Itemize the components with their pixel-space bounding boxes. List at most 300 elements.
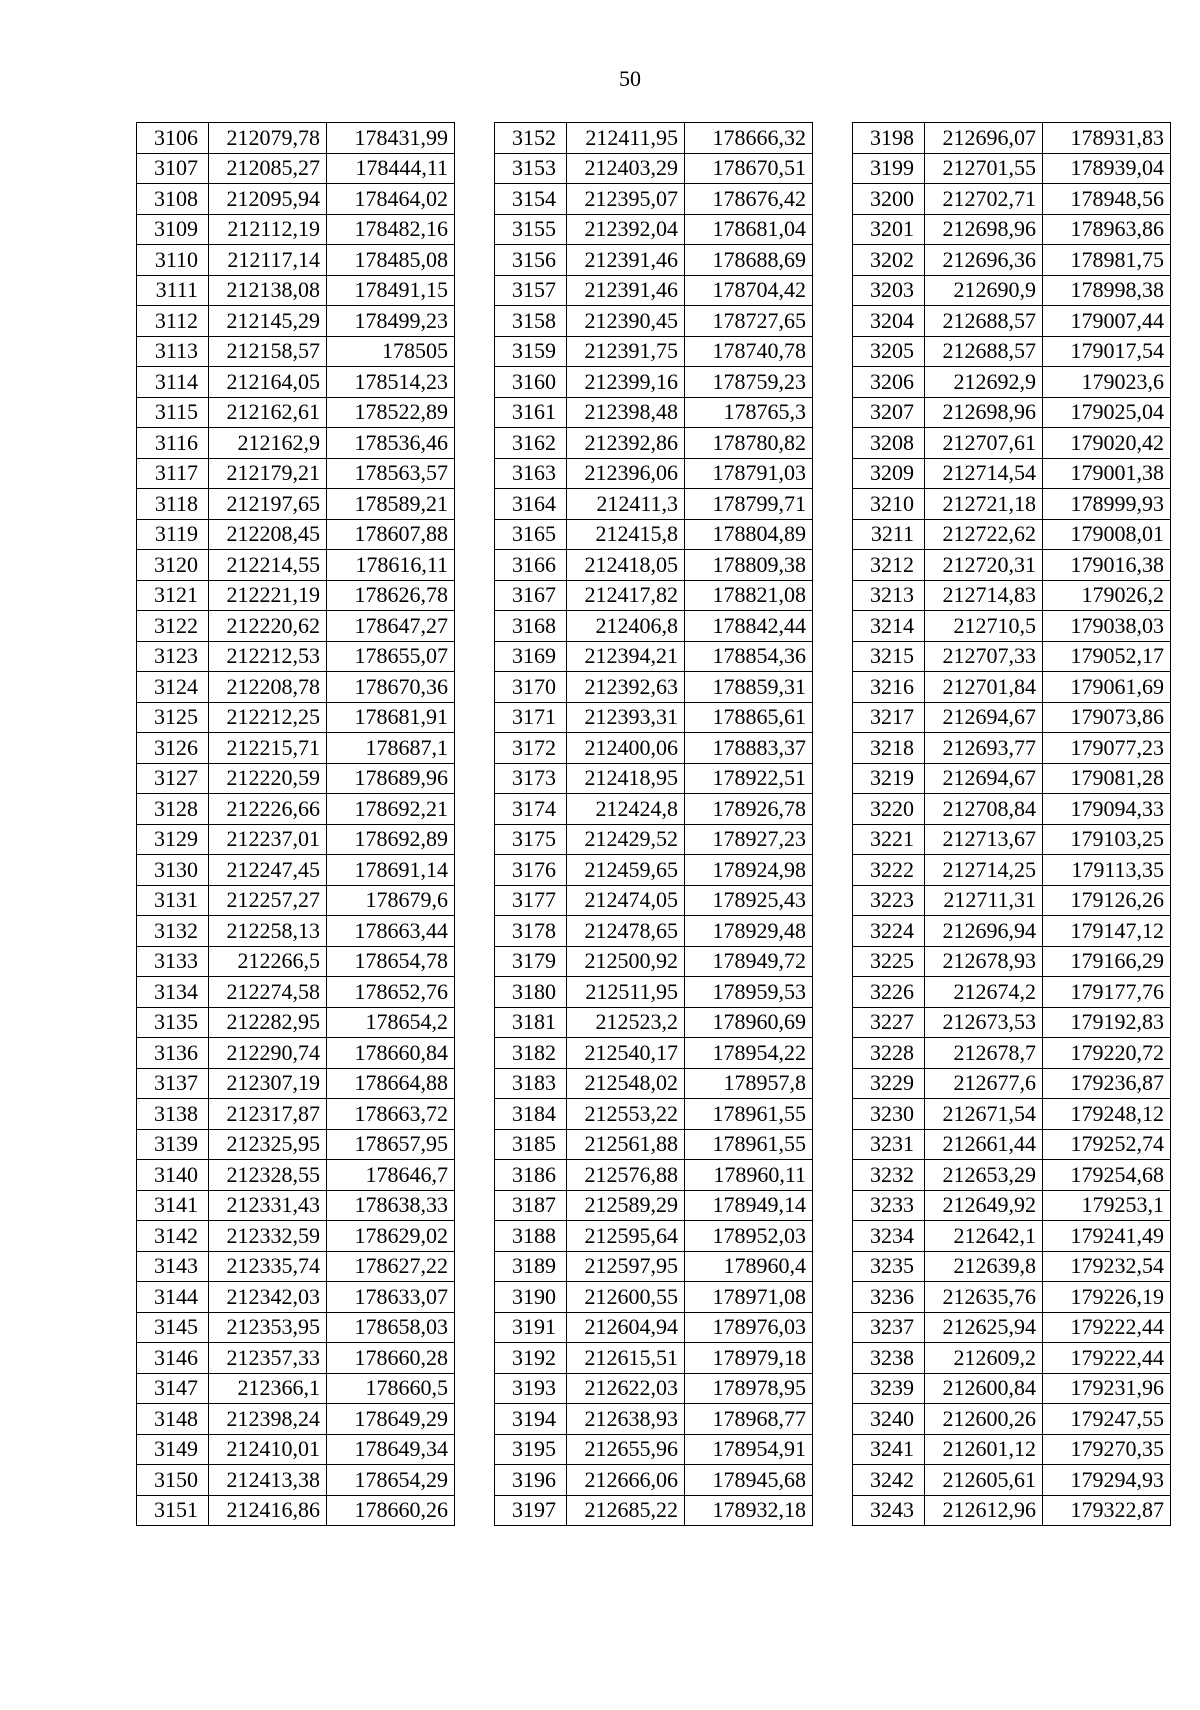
table-row — [137, 916, 455, 947]
x-coordinate-cell: 212393,31 — [567, 702, 685, 733]
x-coordinate-cell: 212353,95 — [209, 1312, 327, 1343]
table-row — [495, 153, 813, 184]
table-row — [137, 1007, 455, 1038]
point-number-cell: 3128 — [137, 794, 209, 825]
point-number-cell: 3194 — [495, 1404, 567, 1435]
x-coordinate-cell: 212639,8 — [925, 1251, 1043, 1282]
y-coordinate-cell: 178960,69 — [685, 1007, 813, 1038]
point-number-cell: 3107 — [137, 153, 209, 184]
coordinate-table-1 — [136, 122, 455, 1526]
y-coordinate-cell: 178961,55 — [685, 1099, 813, 1130]
x-coordinate-cell: 212112,19 — [209, 214, 327, 245]
x-coordinate-cell: 212429,52 — [567, 824, 685, 855]
point-number-cell: 3198 — [853, 123, 925, 154]
x-coordinate-cell: 212655,96 — [567, 1434, 685, 1465]
y-coordinate-cell: 178765,3 — [685, 397, 813, 428]
y-coordinate-cell: 178842,44 — [685, 611, 813, 642]
point-number-cell: 3191 — [495, 1312, 567, 1343]
x-coordinate-cell: 212357,33 — [209, 1343, 327, 1374]
table-row — [137, 489, 455, 520]
y-coordinate-cell: 179241,49 — [1043, 1221, 1171, 1252]
point-number-cell: 3110 — [137, 245, 209, 276]
table-row — [137, 611, 455, 642]
x-coordinate-cell: 212398,48 — [567, 397, 685, 428]
y-coordinate-cell: 178692,89 — [327, 824, 455, 855]
point-number-cell: 3122 — [137, 611, 209, 642]
point-number-cell: 3192 — [495, 1343, 567, 1374]
x-coordinate-cell: 212711,31 — [925, 885, 1043, 916]
point-number-cell: 3138 — [137, 1099, 209, 1130]
y-coordinate-cell: 178687,1 — [327, 733, 455, 764]
point-number-cell: 3127 — [137, 763, 209, 794]
y-coordinate-cell: 179094,33 — [1043, 794, 1171, 825]
table-row — [495, 1404, 813, 1435]
x-coordinate-cell: 212511,95 — [567, 977, 685, 1008]
x-coordinate-cell: 212208,78 — [209, 672, 327, 703]
point-number-cell: 3130 — [137, 855, 209, 886]
point-number-cell: 3201 — [853, 214, 925, 245]
y-coordinate-cell: 179023,6 — [1043, 367, 1171, 398]
point-number-cell: 3215 — [853, 641, 925, 672]
table-row — [853, 1160, 1171, 1191]
table-row — [853, 1129, 1171, 1160]
point-number-cell: 3199 — [853, 153, 925, 184]
y-coordinate-cell: 179192,83 — [1043, 1007, 1171, 1038]
x-coordinate-cell: 212342,03 — [209, 1282, 327, 1313]
point-number-cell: 3118 — [137, 489, 209, 520]
table-row — [853, 336, 1171, 367]
table-row — [137, 519, 455, 550]
y-coordinate-cell: 178924,98 — [685, 855, 813, 886]
point-number-cell: 3217 — [853, 702, 925, 733]
x-coordinate-cell: 212220,59 — [209, 763, 327, 794]
y-coordinate-cell: 178968,77 — [685, 1404, 813, 1435]
x-coordinate-cell: 212226,66 — [209, 794, 327, 825]
x-coordinate-cell: 212214,55 — [209, 550, 327, 581]
x-coordinate-cell: 212162,61 — [209, 397, 327, 428]
table-row — [137, 184, 455, 215]
point-number-cell: 3213 — [853, 580, 925, 611]
point-number-cell: 3178 — [495, 916, 567, 947]
table-row — [853, 367, 1171, 398]
y-coordinate-cell: 178981,75 — [1043, 245, 1171, 276]
y-coordinate-cell: 179226,19 — [1043, 1282, 1171, 1313]
x-coordinate-cell: 212523,2 — [567, 1007, 685, 1038]
point-number-cell: 3150 — [137, 1465, 209, 1496]
point-number-cell: 3162 — [495, 428, 567, 459]
y-coordinate-cell: 178652,76 — [327, 977, 455, 1008]
y-coordinate-cell: 178931,83 — [1043, 123, 1171, 154]
table-row — [137, 1129, 455, 1160]
table-row — [495, 1038, 813, 1069]
point-number-cell: 3190 — [495, 1282, 567, 1313]
x-coordinate-cell: 212713,67 — [925, 824, 1043, 855]
x-coordinate-cell: 212391,46 — [567, 275, 685, 306]
point-number-cell: 3155 — [495, 214, 567, 245]
x-coordinate-cell: 212678,7 — [925, 1038, 1043, 1069]
y-coordinate-cell: 178563,57 — [327, 458, 455, 489]
x-coordinate-cell: 212674,2 — [925, 977, 1043, 1008]
y-coordinate-cell: 178998,38 — [1043, 275, 1171, 306]
x-coordinate-cell: 212212,53 — [209, 641, 327, 672]
table-row — [853, 824, 1171, 855]
point-number-cell: 3168 — [495, 611, 567, 642]
y-coordinate-cell: 178482,16 — [327, 214, 455, 245]
y-coordinate-cell: 178663,44 — [327, 916, 455, 947]
point-number-cell: 3163 — [495, 458, 567, 489]
y-coordinate-cell: 179222,44 — [1043, 1343, 1171, 1374]
point-number-cell: 3235 — [853, 1251, 925, 1282]
x-coordinate-cell: 212707,61 — [925, 428, 1043, 459]
x-coordinate-cell: 212642,1 — [925, 1221, 1043, 1252]
table-row — [495, 367, 813, 398]
y-coordinate-cell: 178927,23 — [685, 824, 813, 855]
y-coordinate-cell: 178963,86 — [1043, 214, 1171, 245]
y-coordinate-cell: 179016,38 — [1043, 550, 1171, 581]
point-number-cell: 3120 — [137, 550, 209, 581]
table-row — [495, 123, 813, 154]
x-coordinate-cell: 212721,18 — [925, 489, 1043, 520]
table-row — [495, 1160, 813, 1191]
point-number-cell: 3119 — [137, 519, 209, 550]
table-row — [137, 977, 455, 1008]
x-coordinate-cell: 212398,24 — [209, 1404, 327, 1435]
x-coordinate-cell: 212701,84 — [925, 672, 1043, 703]
y-coordinate-cell: 179113,35 — [1043, 855, 1171, 886]
table-row — [495, 1251, 813, 1282]
point-number-cell: 3200 — [853, 184, 925, 215]
y-coordinate-cell: 178691,14 — [327, 855, 455, 886]
x-coordinate-cell: 212688,57 — [925, 336, 1043, 367]
table-row — [137, 946, 455, 977]
y-coordinate-cell: 178660,84 — [327, 1038, 455, 1069]
point-number-cell: 3142 — [137, 1221, 209, 1252]
point-number-cell: 3151 — [137, 1495, 209, 1526]
x-coordinate-cell: 212079,78 — [209, 123, 327, 154]
point-number-cell: 3173 — [495, 763, 567, 794]
page-number: 50 — [619, 66, 641, 91]
y-coordinate-cell: 178954,22 — [685, 1038, 813, 1069]
point-number-cell: 3129 — [137, 824, 209, 855]
y-coordinate-cell: 178607,88 — [327, 519, 455, 550]
y-coordinate-cell: 178676,42 — [685, 184, 813, 215]
y-coordinate-cell: 179294,93 — [1043, 1465, 1171, 1496]
table-row — [137, 1282, 455, 1313]
table-row — [137, 733, 455, 764]
y-coordinate-cell: 178626,78 — [327, 580, 455, 611]
y-coordinate-cell: 178780,82 — [685, 428, 813, 459]
x-coordinate-cell: 212677,6 — [925, 1068, 1043, 1099]
x-coordinate-cell: 212282,95 — [209, 1007, 327, 1038]
y-coordinate-cell: 179081,28 — [1043, 763, 1171, 794]
table-row — [137, 1160, 455, 1191]
point-number-cell: 3133 — [137, 946, 209, 977]
x-coordinate-cell: 212698,96 — [925, 214, 1043, 245]
table-row — [137, 123, 455, 154]
x-coordinate-cell: 212179,21 — [209, 458, 327, 489]
table-row — [853, 458, 1171, 489]
y-coordinate-cell: 179020,42 — [1043, 428, 1171, 459]
y-coordinate-cell: 179252,74 — [1043, 1129, 1171, 1160]
point-number-cell: 3139 — [137, 1129, 209, 1160]
x-coordinate-cell: 212722,62 — [925, 519, 1043, 550]
point-number-cell: 3156 — [495, 245, 567, 276]
point-number-cell: 3141 — [137, 1190, 209, 1221]
x-coordinate-cell: 212424,8 — [567, 794, 685, 825]
table-row — [495, 184, 813, 215]
x-coordinate-cell: 212395,07 — [567, 184, 685, 215]
table-row — [137, 275, 455, 306]
point-number-cell: 3137 — [137, 1068, 209, 1099]
x-coordinate-cell: 212290,74 — [209, 1038, 327, 1069]
point-number-cell: 3231 — [853, 1129, 925, 1160]
point-number-cell: 3237 — [853, 1312, 925, 1343]
x-coordinate-cell: 212600,55 — [567, 1282, 685, 1313]
point-number-cell: 3187 — [495, 1190, 567, 1221]
table-row — [853, 428, 1171, 459]
y-coordinate-cell: 178660,5 — [327, 1373, 455, 1404]
point-number-cell: 3154 — [495, 184, 567, 215]
table-row — [853, 733, 1171, 764]
y-coordinate-cell: 179126,26 — [1043, 885, 1171, 916]
y-coordinate-cell: 178681,04 — [685, 214, 813, 245]
x-coordinate-cell: 212653,29 — [925, 1160, 1043, 1191]
point-number-cell: 3209 — [853, 458, 925, 489]
table-row — [137, 824, 455, 855]
x-coordinate-cell: 212635,76 — [925, 1282, 1043, 1313]
y-coordinate-cell: 178961,55 — [685, 1129, 813, 1160]
y-coordinate-cell: 178949,14 — [685, 1190, 813, 1221]
y-coordinate-cell: 178499,23 — [327, 306, 455, 337]
x-coordinate-cell: 212612,96 — [925, 1495, 1043, 1526]
point-number-cell: 3196 — [495, 1465, 567, 1496]
table-row — [137, 336, 455, 367]
point-number-cell: 3184 — [495, 1099, 567, 1130]
y-coordinate-cell: 178627,22 — [327, 1251, 455, 1282]
table-row — [853, 123, 1171, 154]
point-number-cell: 3176 — [495, 855, 567, 886]
x-coordinate-cell: 212366,1 — [209, 1373, 327, 1404]
x-coordinate-cell: 212553,22 — [567, 1099, 685, 1130]
x-coordinate-cell: 212220,62 — [209, 611, 327, 642]
point-number-cell: 3111 — [137, 275, 209, 306]
y-coordinate-cell: 178929,48 — [685, 916, 813, 947]
x-coordinate-cell: 212609,2 — [925, 1343, 1043, 1374]
table-row — [495, 1129, 813, 1160]
table-row — [137, 580, 455, 611]
x-coordinate-cell: 212237,01 — [209, 824, 327, 855]
point-number-cell: 3193 — [495, 1373, 567, 1404]
x-coordinate-cell: 212085,27 — [209, 153, 327, 184]
y-coordinate-cell: 179231,96 — [1043, 1373, 1171, 1404]
coordinate-table-2 — [494, 122, 813, 1526]
table-row — [137, 1495, 455, 1526]
table-row — [495, 977, 813, 1008]
y-coordinate-cell: 178589,21 — [327, 489, 455, 520]
y-coordinate-cell: 178522,89 — [327, 397, 455, 428]
x-coordinate-cell: 212138,08 — [209, 275, 327, 306]
table-row — [495, 1099, 813, 1130]
table-row — [137, 885, 455, 916]
x-coordinate-cell: 212649,92 — [925, 1190, 1043, 1221]
y-coordinate-cell: 178660,28 — [327, 1343, 455, 1374]
table-row — [137, 1038, 455, 1069]
x-coordinate-cell: 212696,94 — [925, 916, 1043, 947]
table-row — [137, 1434, 455, 1465]
table-row — [853, 489, 1171, 520]
x-coordinate-cell: 212162,9 — [209, 428, 327, 459]
table-row — [853, 1343, 1171, 1374]
table-row — [495, 611, 813, 642]
point-number-cell: 3181 — [495, 1007, 567, 1038]
table-row — [853, 855, 1171, 886]
table-row — [495, 672, 813, 703]
point-number-cell: 3218 — [853, 733, 925, 764]
y-coordinate-cell: 179007,44 — [1043, 306, 1171, 337]
point-number-cell: 3225 — [853, 946, 925, 977]
x-coordinate-cell: 212418,95 — [567, 763, 685, 794]
x-coordinate-cell: 212197,65 — [209, 489, 327, 520]
table-row — [853, 153, 1171, 184]
table-row — [853, 1312, 1171, 1343]
x-coordinate-cell: 212710,5 — [925, 611, 1043, 642]
table-row — [495, 1465, 813, 1496]
y-coordinate-cell: 179270,35 — [1043, 1434, 1171, 1465]
y-coordinate-cell: 178976,03 — [685, 1312, 813, 1343]
y-coordinate-cell: 179254,68 — [1043, 1160, 1171, 1191]
y-coordinate-cell: 179147,12 — [1043, 916, 1171, 947]
table-row — [495, 275, 813, 306]
y-coordinate-cell: 179177,76 — [1043, 977, 1171, 1008]
point-number-cell: 3124 — [137, 672, 209, 703]
x-coordinate-cell: 212605,61 — [925, 1465, 1043, 1496]
x-coordinate-cell: 212600,26 — [925, 1404, 1043, 1435]
point-number-cell: 3233 — [853, 1190, 925, 1221]
y-coordinate-cell: 178949,72 — [685, 946, 813, 977]
point-number-cell: 3183 — [495, 1068, 567, 1099]
table-row — [137, 855, 455, 886]
table-row — [495, 1434, 813, 1465]
y-coordinate-cell: 178681,91 — [327, 702, 455, 733]
table-row — [137, 763, 455, 794]
y-coordinate-cell: 178727,65 — [685, 306, 813, 337]
x-coordinate-cell: 212417,82 — [567, 580, 685, 611]
y-coordinate-cell: 178485,08 — [327, 245, 455, 276]
table-row — [853, 580, 1171, 611]
y-coordinate-cell: 178444,11 — [327, 153, 455, 184]
point-number-cell: 3123 — [137, 641, 209, 672]
x-coordinate-cell: 212693,77 — [925, 733, 1043, 764]
point-number-cell: 3152 — [495, 123, 567, 154]
point-number-cell: 3230 — [853, 1099, 925, 1130]
y-coordinate-cell: 178692,21 — [327, 794, 455, 825]
table-row — [853, 763, 1171, 794]
point-number-cell: 3224 — [853, 916, 925, 947]
x-coordinate-cell: 212561,88 — [567, 1129, 685, 1160]
point-number-cell: 3242 — [853, 1465, 925, 1496]
table-row — [495, 336, 813, 367]
table-row — [495, 1007, 813, 1038]
x-coordinate-cell: 212714,54 — [925, 458, 1043, 489]
x-coordinate-cell: 212589,29 — [567, 1190, 685, 1221]
x-coordinate-cell: 212257,27 — [209, 885, 327, 916]
table-row — [853, 1465, 1171, 1496]
x-coordinate-cell: 212661,44 — [925, 1129, 1043, 1160]
x-coordinate-cell: 212690,9 — [925, 275, 1043, 306]
point-number-cell: 3186 — [495, 1160, 567, 1191]
point-number-cell: 3143 — [137, 1251, 209, 1282]
x-coordinate-cell: 212095,94 — [209, 184, 327, 215]
x-coordinate-cell: 212696,36 — [925, 245, 1043, 276]
point-number-cell: 3134 — [137, 977, 209, 1008]
point-number-cell: 3234 — [853, 1221, 925, 1252]
x-coordinate-cell: 212459,65 — [567, 855, 685, 886]
table-row — [853, 672, 1171, 703]
table-row — [853, 397, 1171, 428]
x-coordinate-cell: 212332,59 — [209, 1221, 327, 1252]
x-coordinate-cell: 212638,93 — [567, 1404, 685, 1435]
point-number-cell: 3131 — [137, 885, 209, 916]
y-coordinate-cell: 178959,53 — [685, 977, 813, 1008]
table-row — [137, 397, 455, 428]
y-coordinate-cell: 178971,08 — [685, 1282, 813, 1313]
x-coordinate-cell: 212688,57 — [925, 306, 1043, 337]
y-coordinate-cell: 178638,33 — [327, 1190, 455, 1221]
y-coordinate-cell: 179247,55 — [1043, 1404, 1171, 1435]
table-row — [137, 367, 455, 398]
x-coordinate-cell: 212391,75 — [567, 336, 685, 367]
table-row — [853, 641, 1171, 672]
y-coordinate-cell: 179077,23 — [1043, 733, 1171, 764]
point-number-cell: 3121 — [137, 580, 209, 611]
point-number-cell: 3232 — [853, 1160, 925, 1191]
y-coordinate-cell: 178664,88 — [327, 1068, 455, 1099]
x-coordinate-cell: 212696,07 — [925, 123, 1043, 154]
x-coordinate-cell: 212548,02 — [567, 1068, 685, 1099]
y-coordinate-cell: 179166,29 — [1043, 946, 1171, 977]
point-number-cell: 3125 — [137, 702, 209, 733]
point-number-cell: 3147 — [137, 1373, 209, 1404]
point-number-cell: 3212 — [853, 550, 925, 581]
point-number-cell: 3221 — [853, 824, 925, 855]
x-coordinate-cell: 212714,25 — [925, 855, 1043, 886]
point-number-cell: 3132 — [137, 916, 209, 947]
x-coordinate-cell: 212714,83 — [925, 580, 1043, 611]
y-coordinate-cell: 178514,23 — [327, 367, 455, 398]
point-number-cell: 3180 — [495, 977, 567, 1008]
point-number-cell: 3160 — [495, 367, 567, 398]
point-number-cell: 3179 — [495, 946, 567, 977]
table-row — [495, 1495, 813, 1526]
table-row — [853, 1007, 1171, 1038]
y-coordinate-cell: 178647,27 — [327, 611, 455, 642]
x-coordinate-cell: 212247,45 — [209, 855, 327, 886]
table-row — [495, 916, 813, 947]
table-row — [137, 1068, 455, 1099]
x-coordinate-cell: 212335,74 — [209, 1251, 327, 1282]
point-number-cell: 3211 — [853, 519, 925, 550]
table-row — [495, 794, 813, 825]
y-coordinate-cell: 178464,02 — [327, 184, 455, 215]
table-row — [853, 1373, 1171, 1404]
x-coordinate-cell: 212701,55 — [925, 153, 1043, 184]
table-row — [853, 1068, 1171, 1099]
point-number-cell: 3175 — [495, 824, 567, 855]
table-row — [495, 946, 813, 977]
x-coordinate-cell: 212208,45 — [209, 519, 327, 550]
point-number-cell: 3114 — [137, 367, 209, 398]
y-coordinate-cell: 178689,96 — [327, 763, 455, 794]
